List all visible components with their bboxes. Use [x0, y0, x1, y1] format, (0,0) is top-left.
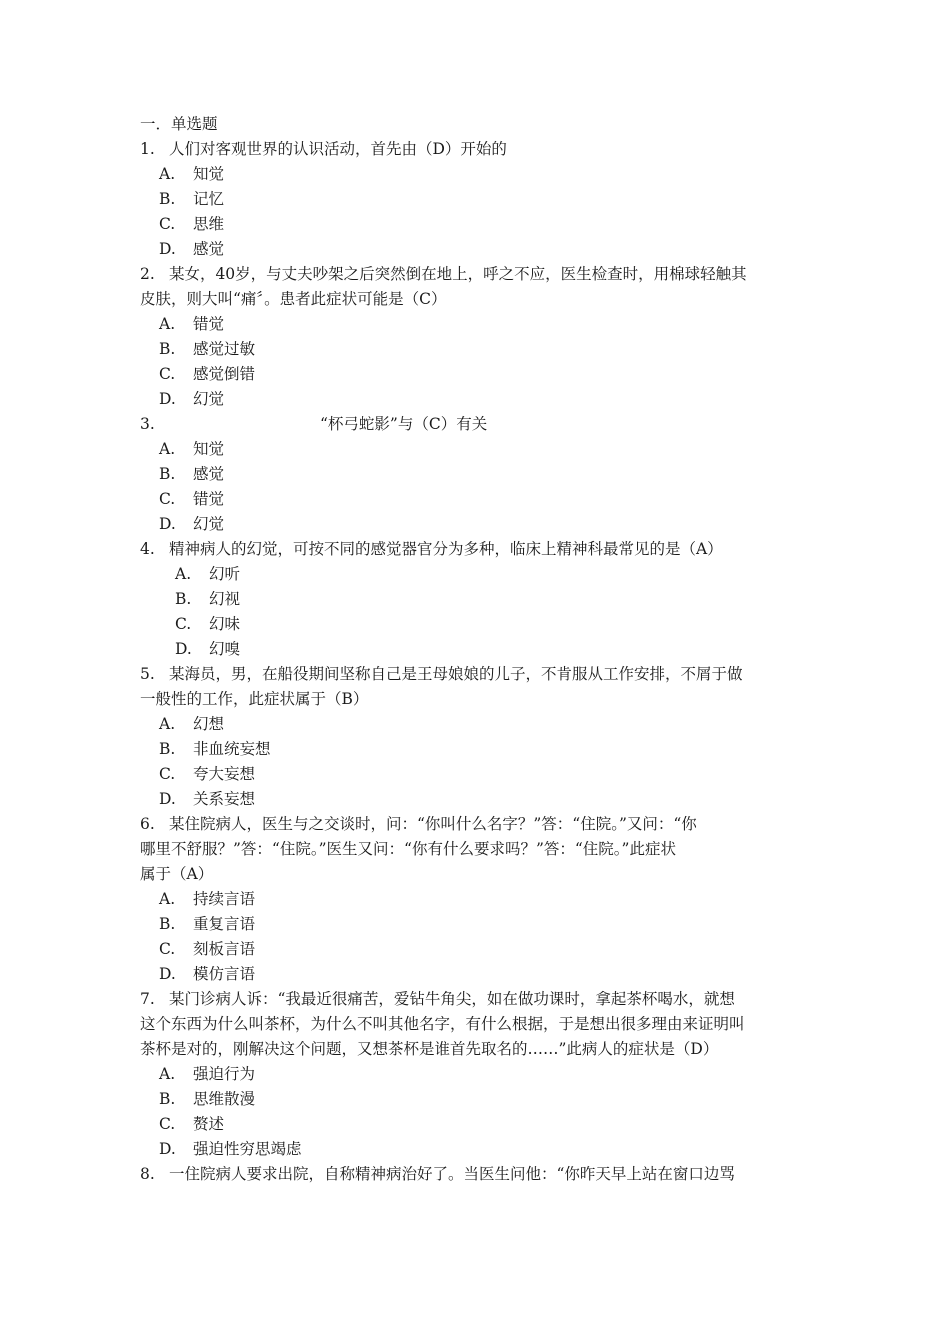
question-number: 5. — [140, 665, 155, 683]
option-c: C. 赘述 — [159, 1115, 225, 1133]
option-d: D. 关系妄想 — [159, 790, 256, 808]
question-5 — [140, 662, 810, 812]
question-number: 2. — [140, 265, 155, 283]
option-d: D. 感觉 — [159, 240, 225, 258]
question-number: 6. — [140, 815, 155, 833]
option-d: D. 强迫性穷思竭虑 — [159, 1140, 302, 1158]
option-b: B. 非血统妄想 — [159, 740, 271, 758]
question-list — [140, 112, 810, 1187]
option-a: A. 知觉 — [159, 440, 225, 458]
question-2 — [140, 262, 810, 412]
question-8 — [140, 1162, 810, 1187]
question-text: 一住院病人要求出院，自称精神病治好了。当医生问他：“你昨天早上站在窗口边骂 — [168, 1165, 735, 1183]
question-7 — [140, 987, 810, 1162]
question-text: “杯弓蛇影”与（C）有关 — [320, 415, 488, 433]
question-text: 某门诊病人诉：“我最近很痛苦，爱钻牛角尖，如在做功课时，拿起茶杯喝水，就想 — [168, 990, 735, 1008]
question-text: 某女，40岁，与丈夫吵架之后突然倒在地上，呼之不应，医生检查时，用棉球轻触其 — [168, 265, 747, 283]
question-number: 3. — [140, 415, 155, 433]
option-c: C. 刻板言语 — [159, 940, 256, 958]
question-3 — [140, 412, 810, 537]
option-a: A. 幻想 — [159, 715, 225, 733]
question-text-continued: 一般性的工作，此症状属于（B） — [140, 690, 369, 708]
section-title: 一．单选题 — [140, 115, 218, 133]
option-d: D. 幻觉 — [159, 390, 225, 408]
question-text-continued: 茶杯是对的，刚解决这个问题，又想茶杯是谁首先取名的……”此病人的症状是（D） — [140, 1040, 719, 1058]
option-a: A. 知觉 — [159, 165, 225, 183]
question-text-continued: 这个东西为什么叫茶杯，为什么不叫其他名字，有什么根据，于是想出很多理由来证明叫 — [140, 1015, 745, 1033]
question-text: 精神病人的幻觉，可按不同的感觉器官分为多种，临床上精神科最常见的是（A） — [168, 540, 723, 558]
option-b: B. 思维散漫 — [159, 1090, 256, 1108]
option-b: B. 感觉 — [159, 465, 225, 483]
question-text: 人们对客观世界的认识活动，首先由（D）开始的 — [168, 140, 507, 158]
option-c: C. 错觉 — [159, 490, 225, 508]
option-d: D. 模仿言语 — [159, 965, 256, 983]
option-b: B. 重复言语 — [159, 915, 256, 933]
question-1 — [140, 137, 810, 262]
question-text-continued: 皮肤，则大叫“痛〞。患者此症状可能是（C） — [140, 290, 447, 308]
question-6 — [140, 812, 810, 987]
question-4 — [140, 537, 810, 662]
question-text: 某住院病人，医生与之交谈时，问：“你叫什么名字？”答：“住院。”又问：“你 — [168, 815, 697, 833]
option-c: C. 夸大妄想 — [159, 765, 256, 783]
option-a: A. 幻听 — [175, 565, 241, 583]
option-a: A. 持续言语 — [159, 890, 256, 908]
question-text: 某海员，男，在船役期间坚称自己是王母娘娘的儿子，不肯服从工作安排，不屑于做 — [168, 665, 743, 683]
option-c: C. 幻味 — [175, 615, 241, 633]
option-d: D. 幻嗅 — [175, 640, 241, 658]
question-text-continued: 哪里不舒服？”答：“住院。”医生又问：“你有什么要求吗？”答：“住院。”此症状 — [140, 840, 676, 858]
option-a: A. 错觉 — [159, 315, 225, 333]
question-text-continued: 属于（A） — [140, 865, 214, 883]
option-b: B. 幻视 — [175, 590, 241, 608]
option-d: D. 幻觉 — [159, 515, 225, 533]
question-number: 4. — [140, 540, 155, 558]
option-b: B. 记忆 — [159, 190, 225, 208]
option-c: C. 思维 — [159, 215, 225, 233]
question-number: 1. — [140, 140, 155, 158]
question-number: 7. — [140, 990, 155, 1008]
option-c: C. 感觉倒错 — [159, 365, 256, 383]
question-number: 8. — [140, 1165, 155, 1183]
option-b: B. 感觉过敏 — [159, 340, 256, 358]
option-a: A. 强迫行为 — [159, 1065, 256, 1083]
